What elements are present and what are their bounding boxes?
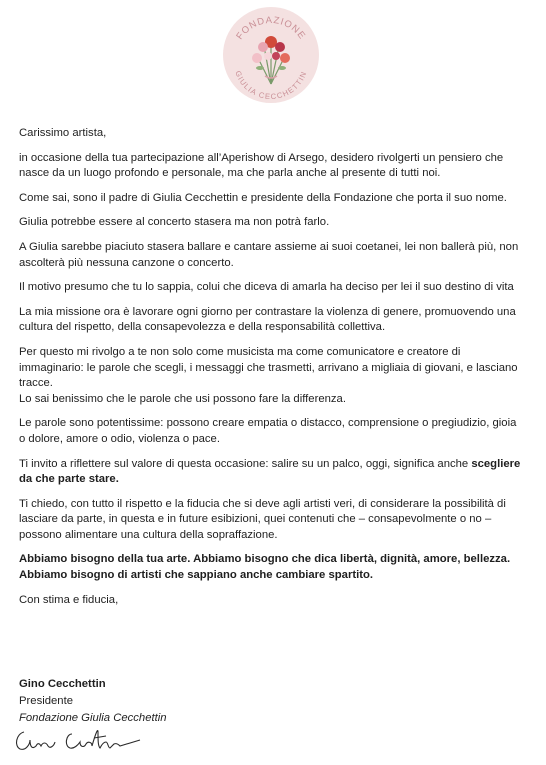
- paragraph-invite: [19, 457, 525, 488]
- paragraph-reason: Il motivo presumo che tu lo sappia, colui che diceva di amarla ha deciso per lei il suo destino di vita: [19, 281, 514, 294]
- handwritten-signature: [10, 722, 150, 758]
- paragraph-words: Le parole sono potentissime: possono creare empatia o distacco, comprensione o pregiudizio, gioia o dolore, amore o odio, violenza o pace.: [19, 417, 517, 445]
- paragraph-appeal-difference: Lo sai benissimo che le parole che usi possono fare la differenza.: [19, 392, 346, 405]
- foundation-logo: [222, 6, 320, 104]
- signer-organization: Fondazione Giulia Cecchettin: [19, 712, 167, 724]
- closing: Con stima e fiducia,: [19, 593, 119, 606]
- paragraph-giulia-absent: Giulia potrebbe essere al concerto stasera ma non potrà farlo.: [19, 216, 330, 229]
- paragraph-need-art: Abbiamo bisogno della tua arte. Abbiamo bisogno che dica libertà, dignità, amore, bellezza.: [19, 553, 511, 566]
- logo-bottom-text: GIULIA CECCHETTIN: [233, 69, 309, 102]
- signature-block: [19, 676, 167, 727]
- letter-body: [19, 126, 525, 608]
- logo-top-text: FONDAZIONE: [234, 14, 308, 42]
- logo-emblem: [222, 6, 320, 104]
- paragraph-request: Ti chiedo, con tutto il rispetto e la fiducia che si deve agli artisti veri, di considerare la possibilità di lasciare da parte, in questa e in future esibizioni, quei contenuti che – consapevolmente o no – possono alimentare una cultura della sopraffazione.: [19, 497, 506, 541]
- paragraph-appeal: Per questo mi rivolgo a te non solo come musicista ma come comunicatore e creatore di immaginario: le parole che scegli, i messaggi che trasmetti, arrivano a migliaia di giovani, e lasciano tracce.: [19, 345, 518, 390]
- paragraph-occasion: in occasione della tua partecipazione all’Aperishow di Arsego, desidero rivolgerti un pensiero che nasce da un luogo profondo e personale, ma che parla anche al presente di tutti noi.: [19, 151, 504, 180]
- signer-role: Presidente: [19, 695, 74, 707]
- paragraph-giulia-dance: A Giulia sarebbe piaciuto stasera ballare e cantare assieme ai suoi coetanei, lei non ballerà più, non ascolterà più nessuna canzone o concerto.: [19, 240, 519, 269]
- salutation: Carissimo artista,: [19, 127, 107, 139]
- paragraph-mission: La mia missione ora è lavorare ogni giorno per contrastare la violenza di genere, promuovendo una cultura del rispetto, della consapevolezza e della responsabilità collettiva.: [19, 305, 516, 334]
- signer-name: Gino Cecchettin: [19, 678, 106, 690]
- invite-text: Ti invito a riflettere sul valore di questa occasione: salire su un palco, oggi, significa anche: [19, 457, 472, 470]
- paragraph-need-artists: Abbiamo bisogno di artisti che sappiano anche cambiare spartito.: [19, 569, 374, 582]
- paragraph-identity: Come sai, sono il padre di Giulia Cecchettin e presidente della Fondazione che porta il suo nome.: [19, 191, 507, 204]
- invite-bold-text: scegliere da che parte stare.: [19, 457, 521, 486]
